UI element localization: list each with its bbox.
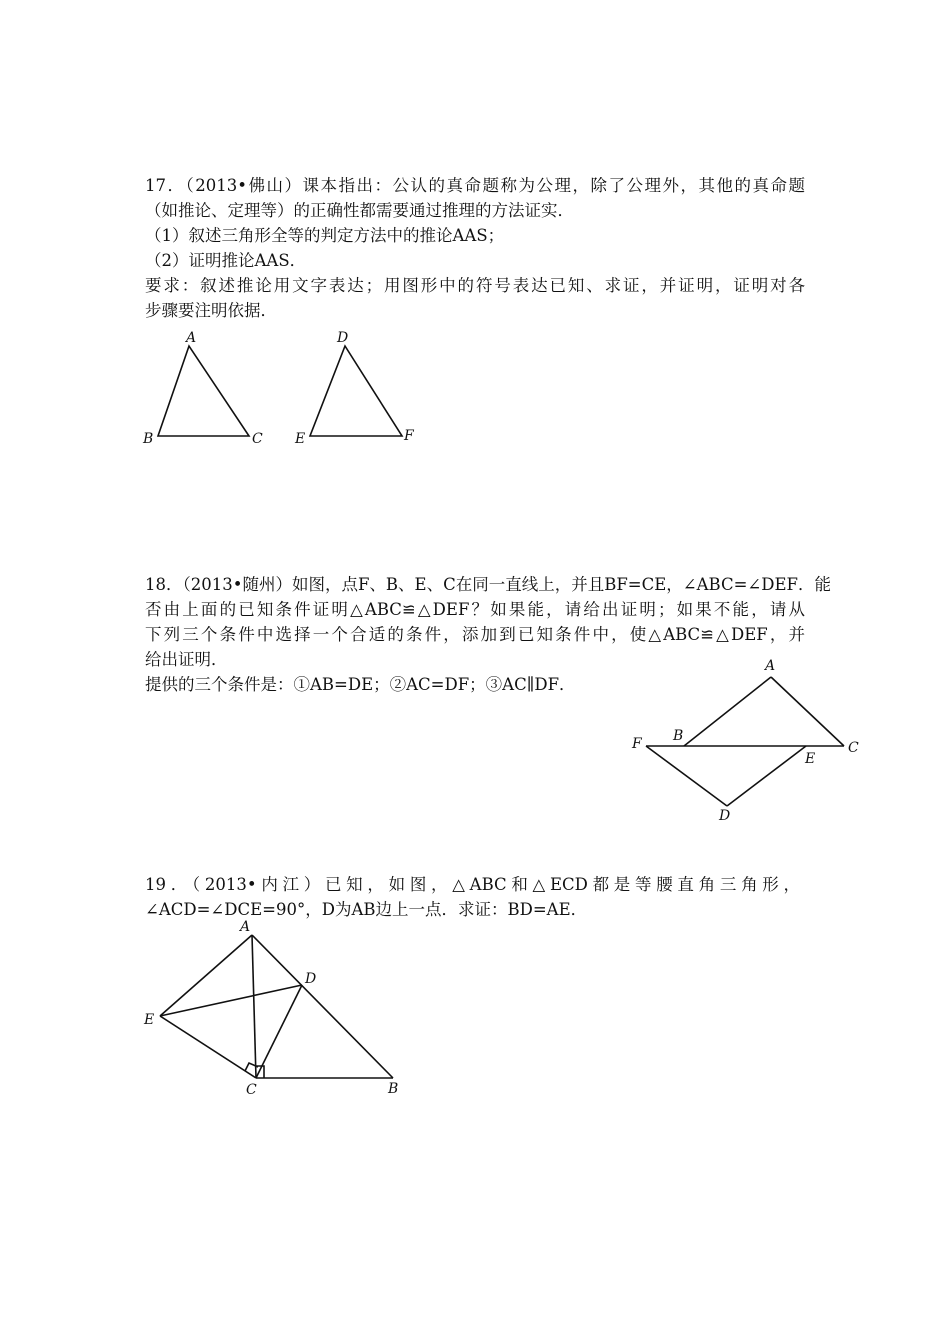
q18-label-c: C <box>848 740 859 756</box>
q17-label-e: E <box>295 431 306 447</box>
q17-label-d: D <box>337 330 349 346</box>
q17-label-b: B <box>143 431 154 447</box>
q17-line-1: 17．（2013•佛山）课本指出：公认的真命题称为公理，除了公理外，其他的真命题 <box>145 176 805 195</box>
q19-label-b: B <box>388 1081 399 1097</box>
q17-label-f: F <box>404 428 414 444</box>
q18-line-5: 提供的三个条件是：①AB=DE；②AC=DF；③AC∥DF． <box>145 675 576 694</box>
q17-line-4: （2）证明推论AAS． <box>145 251 307 270</box>
q19-label-e: E <box>144 1012 155 1028</box>
q18-line-2: 否由上面的已知条件证明△ABC≌△DEF？如果能，请给出证明；如果不能，请从 <box>145 600 805 619</box>
q18-label-b: B <box>673 728 684 744</box>
q17-label-c: C <box>252 431 263 447</box>
q19-line-1: 19．（2013•内江）已知，如图，△ABC和△ECD都是等腰直角三角形， <box>145 875 800 894</box>
segment-ed <box>160 985 302 1016</box>
q17-line-6: 步骤要注明依据． <box>145 301 277 320</box>
q17-line-2: （如推论、定理等）的正确性都需要通过推理的方法证实． <box>145 201 574 220</box>
q18-line-1: 18．（2013•随州）如图，点F、B、E、C在同一直线上，并且BF=CE，∠ABC=∠DEF．能 <box>145 575 831 594</box>
q18-line-3: 下列三个条件中选择一个合适的条件，添加到已知条件中，使△ABC≌△DEF，并 <box>145 625 805 644</box>
segment-ac <box>252 935 256 1078</box>
q18-label-d: D <box>719 808 731 824</box>
segment-ab <box>252 935 393 1078</box>
q19-label-d: D <box>305 971 317 987</box>
q18-label-f: F <box>632 736 642 752</box>
q18-label-e: E <box>805 751 816 767</box>
q17-line-3: （1）叙述三角形全等的判定方法中的推论AAS； <box>145 226 505 245</box>
q19-line-2: ∠ACD=∠DCE=90°，D为AB边上一点．求证：BD=AE． <box>145 900 588 919</box>
segment-ec <box>160 1016 256 1078</box>
q19-label-c: C <box>246 1082 257 1098</box>
q17-label-a: A <box>186 330 197 346</box>
q18-label-a: A <box>765 658 776 674</box>
q17-line-5: 要求：叙述推论用文字表达；用图形中的符号表达已知、求证，并证明，证明对各 <box>145 276 805 295</box>
segment-ea <box>160 935 252 1016</box>
q19-label-a: A <box>240 919 251 935</box>
segment-cd <box>256 985 302 1078</box>
q18-line-4: 给出证明． <box>145 650 228 669</box>
